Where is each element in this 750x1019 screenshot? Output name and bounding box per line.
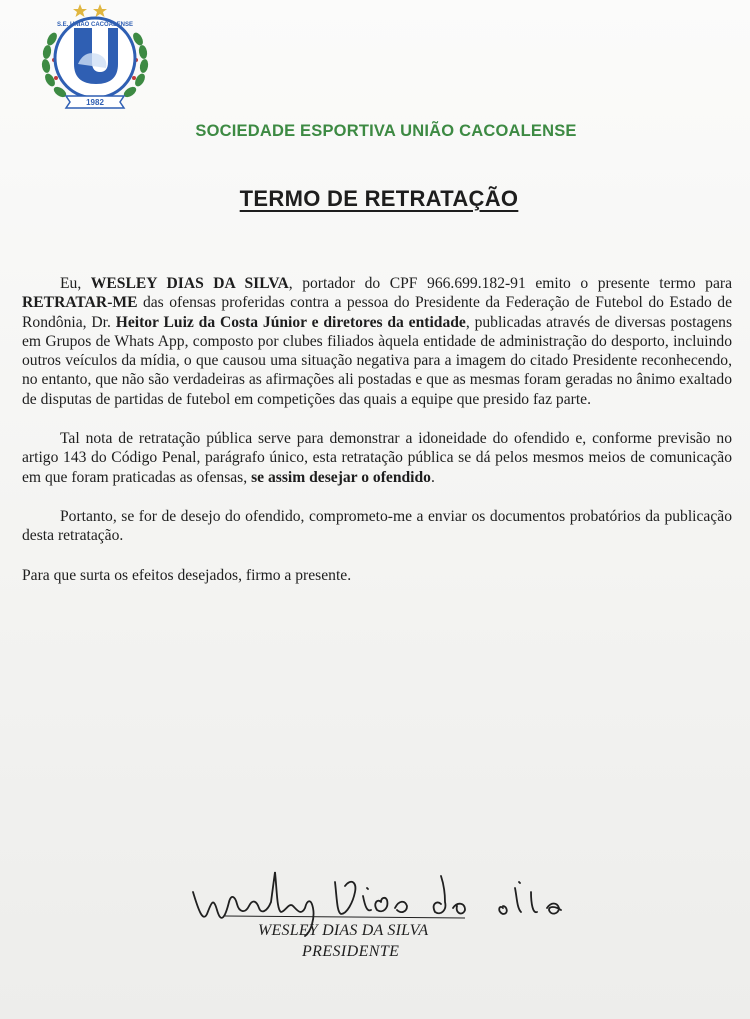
paragraph-4: Para que surta os efeitos desejados, firmo a presente. [22, 566, 352, 584]
organization-name: SOCIEDADE ESPORTIVA UNIÃO CACOALENSE [195, 122, 577, 140]
club-crest-logo [36, 0, 158, 118]
p1-run: , publicadas através de diversas postagens em Grupos de Whats App, composto por clubes filiados àquela entidade de administração do desporto, incluindo outros veículos da mídia, o que causou uma situação negativa para a imagem do citado Presidente reconhecendo, no entanto, que não são verdadeiras as afirmações ali postadas e que as mesmas foram geradas no ânimo exaltado de disputas de partidas de futebol em competições das quais a equipe que presido faz parte. [22, 313, 733, 408]
document-title [0, 186, 750, 212]
crest-year: 1982 [86, 98, 104, 107]
p1-run: das ofensas proferidas contra a pessoa do Presidente da Federação de Futebol do Estado de Rondônia, Dr. [22, 294, 732, 331]
p1-run: Heitor Luiz da Costa Júnior e diretores da entidade [115, 313, 466, 331]
document-body [22, 274, 732, 585]
paragraph-2 [22, 429, 732, 487]
p1-run: RETRATAR-ME [22, 294, 138, 312]
p1-run: Eu, [60, 275, 91, 292]
paragraph-3: Portanto, se for de desejo do ofendido, comprometo-me a enviar os documentos probatórios da publicação desta retratação. [22, 507, 732, 545]
star-icon [93, 4, 107, 17]
star-icon [73, 4, 87, 17]
p1-run: , portador do CPF 966.699.182-91 emito o presente termo para [288, 275, 733, 292]
p2-run: Tal nota de retratação pública serve para demonstrar a idoneidade do ofendido e, conforme previsão no artigo 143 do Código Penal, parágrafo único, esta retratação pública se dá pelos mesmos meios de comunicação em que foram praticadas as ofensas, [22, 430, 732, 486]
p2-run: se assim desejar o ofendido [251, 468, 431, 486]
signatory-role: PRESIDENTE [302, 943, 400, 960]
p1-run: WESLEY DIAS DA SILVA [90, 275, 289, 292]
paragraph-1 [22, 274, 732, 409]
svg-text:S.E. UNIÃO CACOALENSE: S.E. UNIÃO CACOALENSE [56, 22, 134, 28]
signatory-name: WESLEY DIAS DA SILVA [258, 922, 429, 939]
document-title-text: TERMO DE RETRATAÇÃO [239, 186, 519, 211]
p2-run: . [430, 468, 435, 486]
